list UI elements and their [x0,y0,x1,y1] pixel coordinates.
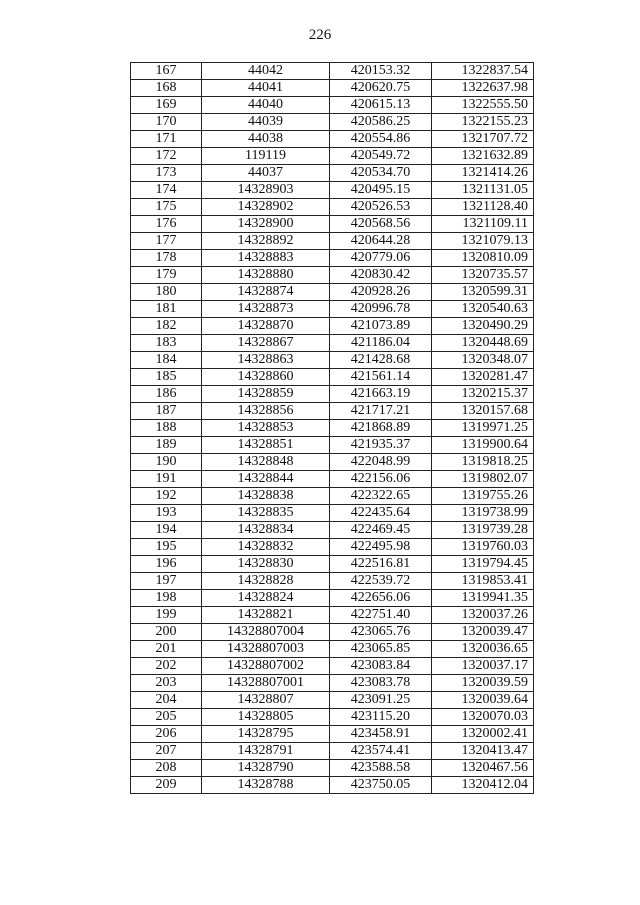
point-id-cell: 14328790 [202,760,330,777]
x-coordinate-cell: 422048.99 [330,454,432,471]
x-coordinate-cell: 423115.20 [330,709,432,726]
y-coordinate-cell: 1320037.26 [432,607,534,624]
y-coordinate-cell: 1319794.45 [432,556,534,573]
x-coordinate-cell: 420830.42 [330,267,432,284]
x-coordinate-cell: 420928.26 [330,284,432,301]
point-id-cell: 44040 [202,97,330,114]
table-row [131,80,534,97]
point-id-cell: 119119 [202,148,330,165]
y-coordinate-cell: 1320413.47 [432,743,534,760]
row-number-cell: 172 [131,148,202,165]
point-id-cell: 14328807004 [202,624,330,641]
x-coordinate-cell: 420568.56 [330,216,432,233]
row-number-cell: 203 [131,675,202,692]
x-coordinate-cell: 420620.75 [330,80,432,97]
point-id-cell: 14328824 [202,590,330,607]
row-number-cell: 208 [131,760,202,777]
point-id-cell: 14328860 [202,369,330,386]
table-row [131,709,534,726]
y-coordinate-cell: 1321128.40 [432,199,534,216]
row-number-cell: 200 [131,624,202,641]
y-coordinate-cell: 1320039.47 [432,624,534,641]
point-id-cell: 14328856 [202,403,330,420]
table-row [131,675,534,692]
point-id-cell: 14328900 [202,216,330,233]
table-row [131,284,534,301]
point-id-cell: 44042 [202,63,330,80]
row-number-cell: 177 [131,233,202,250]
row-number-cell: 184 [131,352,202,369]
x-coordinate-cell: 420549.72 [330,148,432,165]
row-number-cell: 186 [131,386,202,403]
x-coordinate-cell: 421868.89 [330,420,432,437]
point-id-cell: 14328838 [202,488,330,505]
table-row [131,131,534,148]
table-row [131,403,534,420]
row-number-cell: 171 [131,131,202,148]
y-coordinate-cell: 1319853.41 [432,573,534,590]
row-number-cell: 179 [131,267,202,284]
row-number-cell: 174 [131,182,202,199]
x-coordinate-cell: 420644.28 [330,233,432,250]
x-coordinate-cell: 420495.15 [330,182,432,199]
table-row [131,590,534,607]
table-row [131,148,534,165]
point-id-cell: 14328828 [202,573,330,590]
table-row [131,420,534,437]
table-row [131,114,534,131]
row-number-cell: 196 [131,556,202,573]
point-id-cell: 14328791 [202,743,330,760]
point-id-cell: 14328848 [202,454,330,471]
y-coordinate-cell: 1320157.68 [432,403,534,420]
point-id-cell: 14328788 [202,777,330,794]
y-coordinate-cell: 1319739.28 [432,522,534,539]
x-coordinate-cell: 423458.91 [330,726,432,743]
x-coordinate-cell: 421186.04 [330,335,432,352]
row-number-cell: 189 [131,437,202,454]
table-row [131,97,534,114]
x-coordinate-cell: 423083.84 [330,658,432,675]
y-coordinate-cell: 1320467.56 [432,760,534,777]
x-coordinate-cell: 422495.98 [330,539,432,556]
table-row [131,658,534,675]
table-row [131,386,534,403]
table-row [131,216,534,233]
table-row [131,505,534,522]
row-number-cell: 206 [131,726,202,743]
y-coordinate-cell: 1319900.64 [432,437,534,454]
row-number-cell: 176 [131,216,202,233]
x-coordinate-cell: 420586.25 [330,114,432,131]
point-id-cell: 14328859 [202,386,330,403]
y-coordinate-cell: 1320215.37 [432,386,534,403]
table-row [131,165,534,182]
y-coordinate-cell: 1320036.65 [432,641,534,658]
table-row [131,522,534,539]
x-coordinate-cell: 420779.06 [330,250,432,267]
row-number-cell: 182 [131,318,202,335]
y-coordinate-cell: 1319802.07 [432,471,534,488]
x-coordinate-cell: 422156.06 [330,471,432,488]
table-row [131,199,534,216]
table-row [131,624,534,641]
row-number-cell: 181 [131,301,202,318]
y-coordinate-cell: 1322637.98 [432,80,534,97]
y-coordinate-cell: 1320599.31 [432,284,534,301]
row-number-cell: 193 [131,505,202,522]
point-id-cell: 14328902 [202,199,330,216]
y-coordinate-cell: 1320448.69 [432,335,534,352]
y-coordinate-cell: 1321109.11 [432,216,534,233]
point-id-cell: 14328903 [202,182,330,199]
x-coordinate-cell: 422539.72 [330,573,432,590]
y-coordinate-cell: 1322837.54 [432,63,534,80]
y-coordinate-cell: 1320070.03 [432,709,534,726]
y-coordinate-cell: 1319818.25 [432,454,534,471]
y-coordinate-cell: 1321632.89 [432,148,534,165]
table-row [131,573,534,590]
x-coordinate-cell: 422469.45 [330,522,432,539]
y-coordinate-cell: 1322555.50 [432,97,534,114]
x-coordinate-cell: 421561.14 [330,369,432,386]
point-id-cell: 44039 [202,114,330,131]
row-number-cell: 201 [131,641,202,658]
table-row [131,471,534,488]
point-id-cell: 44041 [202,80,330,97]
point-id-cell: 14328807002 [202,658,330,675]
point-id-cell: 14328832 [202,539,330,556]
row-number-cell: 170 [131,114,202,131]
y-coordinate-cell: 1320037.17 [432,658,534,675]
x-coordinate-cell: 423091.25 [330,692,432,709]
row-number-cell: 197 [131,573,202,590]
table-row [131,352,534,369]
x-coordinate-cell: 422322.65 [330,488,432,505]
point-id-cell: 14328880 [202,267,330,284]
y-coordinate-cell: 1319760.03 [432,539,534,556]
row-number-cell: 178 [131,250,202,267]
point-id-cell: 14328805 [202,709,330,726]
table-row [131,726,534,743]
x-coordinate-cell: 420615.13 [330,97,432,114]
row-number-cell: 191 [131,471,202,488]
x-coordinate-cell: 423750.05 [330,777,432,794]
row-number-cell: 209 [131,777,202,794]
row-number-cell: 204 [131,692,202,709]
y-coordinate-cell: 1320810.09 [432,250,534,267]
y-coordinate-cell: 1321707.72 [432,131,534,148]
table-row [131,454,534,471]
row-number-cell: 168 [131,80,202,97]
table-row [131,250,534,267]
table-row [131,437,534,454]
page-number: 226 [308,27,332,43]
point-id-cell: 44038 [202,131,330,148]
x-coordinate-cell: 422656.06 [330,590,432,607]
point-id-cell: 14328853 [202,420,330,437]
y-coordinate-cell: 1320735.57 [432,267,534,284]
point-id-cell: 14328883 [202,250,330,267]
y-coordinate-cell: 1320039.59 [432,675,534,692]
row-number-cell: 180 [131,284,202,301]
row-number-cell: 194 [131,522,202,539]
row-number-cell: 195 [131,539,202,556]
coordinates-table [130,62,534,794]
coordinates-table-body [131,63,534,794]
table-row [131,233,534,250]
y-coordinate-cell: 1321131.05 [432,182,534,199]
point-id-cell: 14328807 [202,692,330,709]
y-coordinate-cell: 1320412.04 [432,777,534,794]
point-id-cell: 14328835 [202,505,330,522]
point-id-cell: 14328834 [202,522,330,539]
y-coordinate-cell: 1320281.47 [432,369,534,386]
x-coordinate-cell: 423574.41 [330,743,432,760]
x-coordinate-cell: 421935.37 [330,437,432,454]
y-coordinate-cell: 1320039.64 [432,692,534,709]
table-row [131,318,534,335]
point-id-cell: 14328807003 [202,641,330,658]
y-coordinate-cell: 1320490.29 [432,318,534,335]
row-number-cell: 190 [131,454,202,471]
table-row [131,267,534,284]
row-number-cell: 167 [131,63,202,80]
x-coordinate-cell: 421428.68 [330,352,432,369]
point-id-cell: 14328795 [202,726,330,743]
y-coordinate-cell: 1319755.26 [432,488,534,505]
x-coordinate-cell: 423588.58 [330,760,432,777]
point-id-cell: 14328870 [202,318,330,335]
x-coordinate-cell: 420996.78 [330,301,432,318]
y-coordinate-cell: 1319738.99 [432,505,534,522]
x-coordinate-cell: 420554.86 [330,131,432,148]
x-coordinate-cell: 423065.85 [330,641,432,658]
x-coordinate-cell: 423083.78 [330,675,432,692]
table-row [131,777,534,794]
row-number-cell: 202 [131,658,202,675]
point-id-cell: 14328867 [202,335,330,352]
point-id-cell: 44037 [202,165,330,182]
row-number-cell: 185 [131,369,202,386]
table-row [131,556,534,573]
table-row [131,335,534,352]
table-row [131,301,534,318]
y-coordinate-cell: 1321414.26 [432,165,534,182]
row-number-cell: 187 [131,403,202,420]
row-number-cell: 199 [131,607,202,624]
row-number-cell: 192 [131,488,202,505]
point-id-cell: 14328844 [202,471,330,488]
x-coordinate-cell: 422751.40 [330,607,432,624]
point-id-cell: 14328807001 [202,675,330,692]
table-row [131,539,534,556]
point-id-cell: 14328863 [202,352,330,369]
x-coordinate-cell: 422435.64 [330,505,432,522]
y-coordinate-cell: 1319941.35 [432,590,534,607]
table-row [131,369,534,386]
table-row [131,607,534,624]
x-coordinate-cell: 421663.19 [330,386,432,403]
x-coordinate-cell: 420153.32 [330,63,432,80]
row-number-cell: 169 [131,97,202,114]
table-row [131,63,534,80]
row-number-cell: 198 [131,590,202,607]
point-id-cell: 14328851 [202,437,330,454]
table-row [131,641,534,658]
x-coordinate-cell: 422516.81 [330,556,432,573]
table-row [131,692,534,709]
point-id-cell: 14328821 [202,607,330,624]
y-coordinate-cell: 1320002.41 [432,726,534,743]
point-id-cell: 14328873 [202,301,330,318]
point-id-cell: 14328874 [202,284,330,301]
row-number-cell: 188 [131,420,202,437]
row-number-cell: 207 [131,743,202,760]
table-row [131,743,534,760]
table-row [131,760,534,777]
y-coordinate-cell: 1322155.23 [432,114,534,131]
point-id-cell: 14328830 [202,556,330,573]
y-coordinate-cell: 1320348.07 [432,352,534,369]
y-coordinate-cell: 1321079.13 [432,233,534,250]
x-coordinate-cell: 420526.53 [330,199,432,216]
row-number-cell: 183 [131,335,202,352]
table-row [131,182,534,199]
row-number-cell: 175 [131,199,202,216]
y-coordinate-cell: 1320540.63 [432,301,534,318]
row-number-cell: 205 [131,709,202,726]
x-coordinate-cell: 420534.70 [330,165,432,182]
x-coordinate-cell: 423065.76 [330,624,432,641]
row-number-cell: 173 [131,165,202,182]
table-row [131,488,534,505]
point-id-cell: 14328892 [202,233,330,250]
x-coordinate-cell: 421717.21 [330,403,432,420]
y-coordinate-cell: 1319971.25 [432,420,534,437]
x-coordinate-cell: 421073.89 [330,318,432,335]
